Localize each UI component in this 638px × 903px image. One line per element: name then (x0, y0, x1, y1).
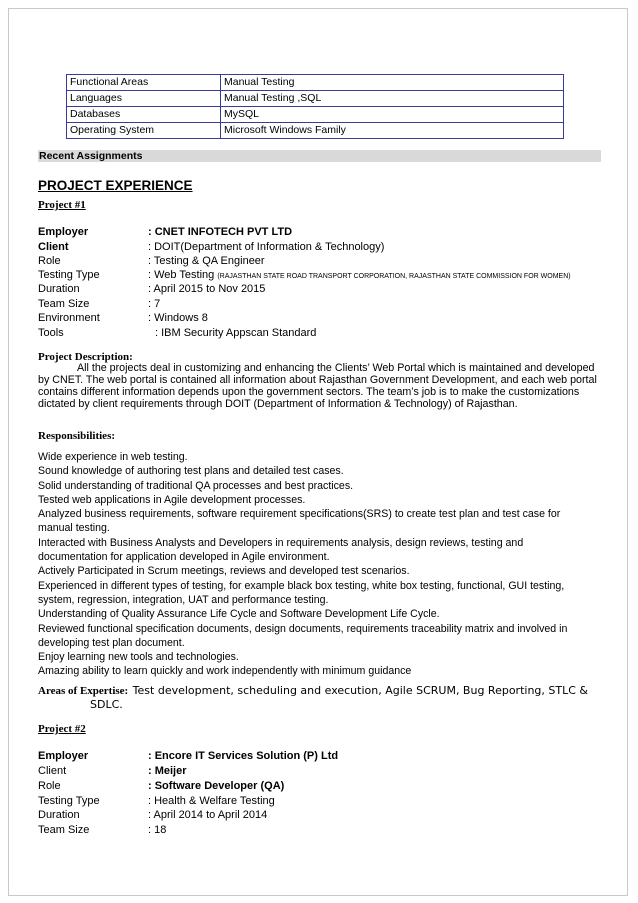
description-line: All the projects deal in customizing and enhancing the Clients’ Web Portal which is maintained and developed (77, 362, 595, 374)
list-item: Amazing ability to learn quickly and work independently with minimum guidance (38, 665, 412, 678)
project-description-heading: Project Description: (38, 351, 133, 363)
areas-of-expertise (38, 683, 604, 712)
client-value: : DOIT(Department of Information & Technology) (148, 241, 385, 253)
list-item: Reviewed functional specification documents, design documents, requirements traceability matrix and involved in (38, 622, 568, 635)
team-size-label: Team Size (38, 824, 90, 836)
table-row (67, 123, 564, 139)
duration-value: : April 2014 to April 2014 (148, 809, 268, 821)
testing-type-label: Testing Type (38, 795, 100, 807)
employer-value: : CNET INFOTECH PVT LTD (148, 226, 293, 238)
duration-label: Duration (38, 809, 80, 821)
role-label: Role (38, 780, 61, 792)
responsibilities-list (38, 450, 604, 679)
testing-type-main: : Web Testing (148, 269, 215, 281)
employer-value: : Encore IT Services Solution (P) Ltd (148, 750, 339, 762)
list-item: Experienced in different types of testing, for example black box testing, white box testing, functional, GUI testing, (38, 579, 565, 592)
list-item: Solid understanding of traditional QA processes and best practices. (38, 479, 354, 492)
table-row (67, 107, 564, 123)
list-item: system, regression, integration, UAT and performance testing. (38, 593, 329, 606)
role-value: : Software Developer (QA) (148, 780, 285, 792)
list-item: Analyzed business requirements, software requirement specifications(SRS) to create test plan and test case for (38, 508, 561, 521)
team-size-label: Team Size (38, 298, 90, 310)
tools-label: Tools (38, 327, 64, 339)
project1-heading: Project #1 (38, 199, 86, 211)
tools-value: : IBM Security Appscan Standard (155, 327, 317, 339)
description-line: by CNET. The web portal is contained all information about Rajasthan Government Development, and each web portal (38, 373, 597, 386)
recent-assignments-heading: Recent Assignments (38, 150, 601, 162)
list-item: Wide experience in web testing. (38, 451, 188, 463)
list-item: Interacted with Business Analysts and Developers in requirements analysis, design reviews, testing and (38, 536, 524, 549)
table-cell: Microsoft Windows Family (221, 123, 564, 139)
list-item: Actively Participated in Scrum meetings, reviews and developed test scenarios. (38, 565, 410, 578)
environment-label: Environment (38, 312, 100, 324)
project-description (38, 363, 604, 411)
list-item: Tested web applications in Agile development processes. (38, 493, 306, 506)
role-value: : Testing & QA Engineer (148, 255, 265, 267)
role-label: Role (38, 255, 61, 267)
list-item: developing test plan document. (38, 636, 185, 649)
employer-label: Employer (38, 226, 89, 238)
expertise-text: Test development, scheduling and execution, Agile SCRUM, Bug Reporting, STLC & (132, 684, 588, 697)
list-item: documentation for application developed in Agile environment. (38, 551, 330, 564)
table-cell: Functional Areas (67, 75, 221, 91)
list-item: Enjoy learning new tools and technologies. (38, 651, 239, 664)
expertise-text-cont: SDLC. (90, 698, 123, 711)
testing-type-label: Testing Type (38, 269, 100, 281)
skills-table (66, 74, 564, 139)
team-size-value: : 7 (148, 298, 161, 310)
description-line: dictated by client requirements through DOIT (Department of Information & Technology) of Rajasthan. (38, 397, 518, 410)
description-line: contains different information depends upon the government sectors. The team’s job is to make the customizations (38, 385, 580, 398)
environment-value: : Windows 8 (148, 312, 208, 324)
table-cell: Operating System (67, 123, 221, 139)
table-cell: Manual Testing (221, 75, 564, 91)
client-label: Client (38, 241, 69, 253)
table-row (67, 75, 564, 91)
project-experience-heading: PROJECT EXPERIENCE (38, 178, 193, 193)
employer-label: Employer (38, 750, 89, 762)
list-item: Sound knowledge of authoring test plans and detailed test cases. (38, 465, 344, 478)
table-cell: Manual Testing ,SQL (221, 91, 564, 107)
duration-value: : April 2015 to Nov 2015 (148, 283, 266, 295)
testing-type-value: : Health & Welfare Testing (148, 795, 275, 807)
team-size-value: : 18 (148, 824, 167, 836)
client-label: Client (38, 765, 67, 777)
table-row (67, 91, 564, 107)
expertise-label: Areas of Expertise: (38, 685, 129, 697)
list-item: manual testing. (38, 522, 110, 535)
testing-type-note: (RAJASTHAN STATE ROAD TRANSPORT CORPORATION, RAJASTHAN STATE COMMISSION FOR WOMEN) (217, 273, 571, 280)
client-value: : Meijer (148, 765, 187, 777)
table-cell: Databases (67, 107, 221, 123)
duration-label: Duration (38, 283, 80, 295)
table-cell: MySQL (221, 107, 564, 123)
responsibilities-heading: Responsibilities: (38, 430, 116, 442)
list-item: Understanding of Quality Assurance Life Cycle and Software Development Life Cycle. (38, 608, 440, 621)
project2-heading: Project #2 (38, 723, 86, 735)
table-cell: Languages (67, 91, 221, 107)
